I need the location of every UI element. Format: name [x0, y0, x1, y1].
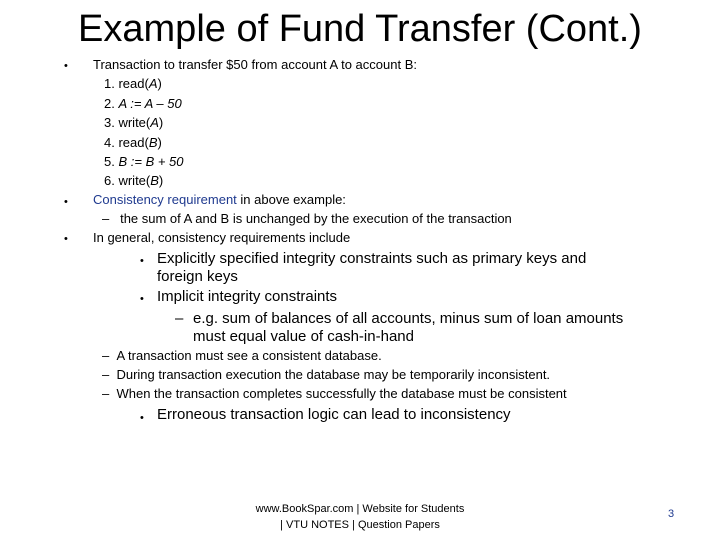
consistency-line: Consistency requirement in above example:	[93, 192, 346, 207]
sub-bullet-2: •	[140, 293, 144, 305]
step-1: 1. read(A)	[104, 76, 162, 91]
step-6: 6. write(B)	[104, 173, 164, 188]
slide-title: Example of Fund Transfer (Cont.)	[78, 8, 642, 50]
sub1-line2: foreign keys	[157, 268, 238, 285]
step-4: 4. read(B)	[104, 135, 162, 150]
general-text: In general, consistency requirements include	[93, 230, 351, 245]
dash-item-3: – When the transaction completes successfully the database must be consistent	[102, 386, 567, 401]
bullet-2: •	[64, 196, 68, 208]
page-number: 3	[668, 508, 675, 520]
footer	[240, 501, 480, 533]
step-5: 5. B := B + 50	[104, 154, 184, 169]
step-2: 2. A := A – 50	[104, 96, 182, 111]
sub-bullet-3: •	[140, 412, 144, 424]
sub2-text: Implicit integrity constraints	[157, 288, 338, 305]
step-3: 3. write(A)	[104, 115, 164, 130]
consistency-sub: – the sum of A and B is unchanged by the execution of the transaction	[102, 211, 512, 226]
intro-text: Transaction to transfer $50 from account A to account B:	[93, 57, 417, 72]
sub3-dash: –	[175, 310, 184, 327]
sub3-line2: must equal value of cash-in-hand	[193, 328, 414, 345]
consistency-label: Consistency requirement	[93, 192, 237, 207]
dash-item-1: – A transaction must see a consistent database.	[102, 348, 382, 363]
sub-bullet-1: •	[140, 255, 144, 267]
sub3-line1: e.g. sum of balances of all accounts, minus sum of loan amounts	[193, 310, 624, 327]
footer-line-1: www.BookSpar.com | Website for Students	[255, 503, 465, 515]
footer-line-2: | VTU NOTES | Question Papers	[280, 519, 440, 531]
bullet-3: •	[64, 233, 68, 245]
dash-item-2: – During transaction execution the database may be temporarily inconsistent.	[102, 367, 551, 382]
bullet-1: •	[64, 60, 68, 72]
sub1-line1: Explicitly specified integrity constraints such as primary keys and	[157, 250, 587, 267]
last-bullet-text: Erroneous transaction logic can lead to inconsistency	[157, 406, 511, 423]
